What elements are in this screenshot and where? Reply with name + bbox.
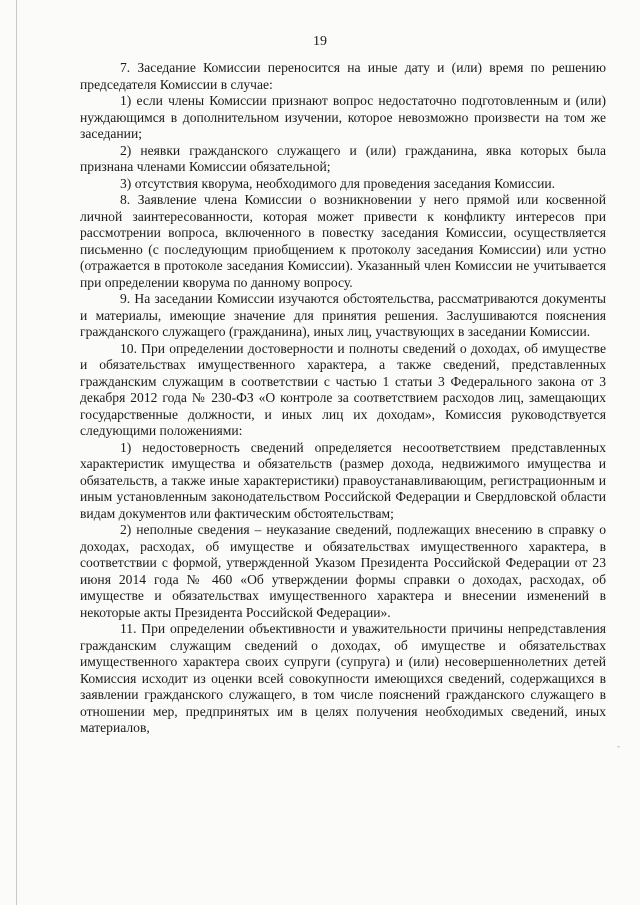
paragraph-7-item-3: 3) отсутствия кворума, необходимого для проведения заседания Комиссии. <box>120 175 556 191</box>
scan-mark: - <box>617 742 621 752</box>
paragraph-7: 7. Заседание Комиссии переносится на иные дату и (или) время по решению председателя Комиссии в случае: <box>80 60 606 92</box>
paragraph-8: 8. Заявление члена Комиссии о возникновении у него прямой или косвенной личной заинтересованности, которая может привести к конфликту интересов при рассмотрении вопроса, включенного в повестку заседания Комиссии, осуществляется письменно (с последующим приобщением к протоколу заседания Комиссии) или устно (отражается в протоколе заседания Комиссии). Указанный член Комиссии не учитывается при определении кворума по данному вопросу. <box>80 192 606 290</box>
paragraph-10: 10. При определении достоверности и полноты сведений о доходах, об имуществе и обязательствах имущественного характера, а также сведений, представленных гражданским служащим в соответствии с частью 1 статьи 3 Федерального закона от 3 декабря 2012 года № 230-ФЗ «О контроле за соответствием расходов лиц, замещающих государственные должности, и иных лиц их доходам», Комиссия руководствуется следующими положениями: <box>80 340 606 438</box>
paragraph-9: 9. На заседании Комиссии изучаются обстоятельства, рассматриваются документы и материалы, имеющие значение для принятия решения. Заслушиваются пояснения гражданского служащего (гражданина), иных лиц, участвующих в заседании Комиссии. <box>80 291 606 339</box>
document-body <box>80 60 606 737</box>
paragraph-10-item-1: 1) недостоверность сведений определяется несоответствием представленных характеристик имущества и обязательств (размер дохода, недвижимого имущества и обязательств, а также иные характеристики) правоустанавливающим, регистрационным и иным установленным законодательством Российской Федерации и Свердловской области видам документов или фактическим обстоятельствам; <box>80 439 606 521</box>
paragraph-7-item-2: 2) неявки гражданского служащего и (или) гражданина, явка которых была признана членами Комиссии обязательной; <box>80 142 606 174</box>
paragraph-7-item-1: 1) если члены Комиссии признают вопрос недостаточно подготовленным и (или) нуждающимся в дополнительном изучении, которое невозможно произвести на том же заседании; <box>80 93 606 141</box>
page-number: 19 <box>313 34 327 49</box>
paragraph-10-item-2: 2) неполные сведения – неуказание сведений, подлежащих внесению в справку о доходах, расходах, об имуществе и обязательствах имущественного характера, в соответствии с формой, утвержденной Указом Президента Российской Федерации от 23 июня 2014 года № 460 «Об утверждении формы справки о доходах, расходах, об имуществе и обязательствах имущественного характера и внесении изменений в некоторые акты Президента Российской Федерации». <box>80 522 606 620</box>
paragraph-11: 11. При определении объективности и уважительности причины непредставления гражданским служащим сведений о доходах, об имуществе и обязательствах имущественного характера своих супруги (супруга) и (или) несовершеннолетних детей Комиссия исходит из оценки всей совокупности имеющихся сведений, содержащихся в заявлении гражданского служащего, в том числе пояснений гражданского служащего в отношении мер, предпринятых им в целях получения необходимых сведений, иных материалов, <box>80 621 606 735</box>
page-edge-line <box>16 0 17 905</box>
